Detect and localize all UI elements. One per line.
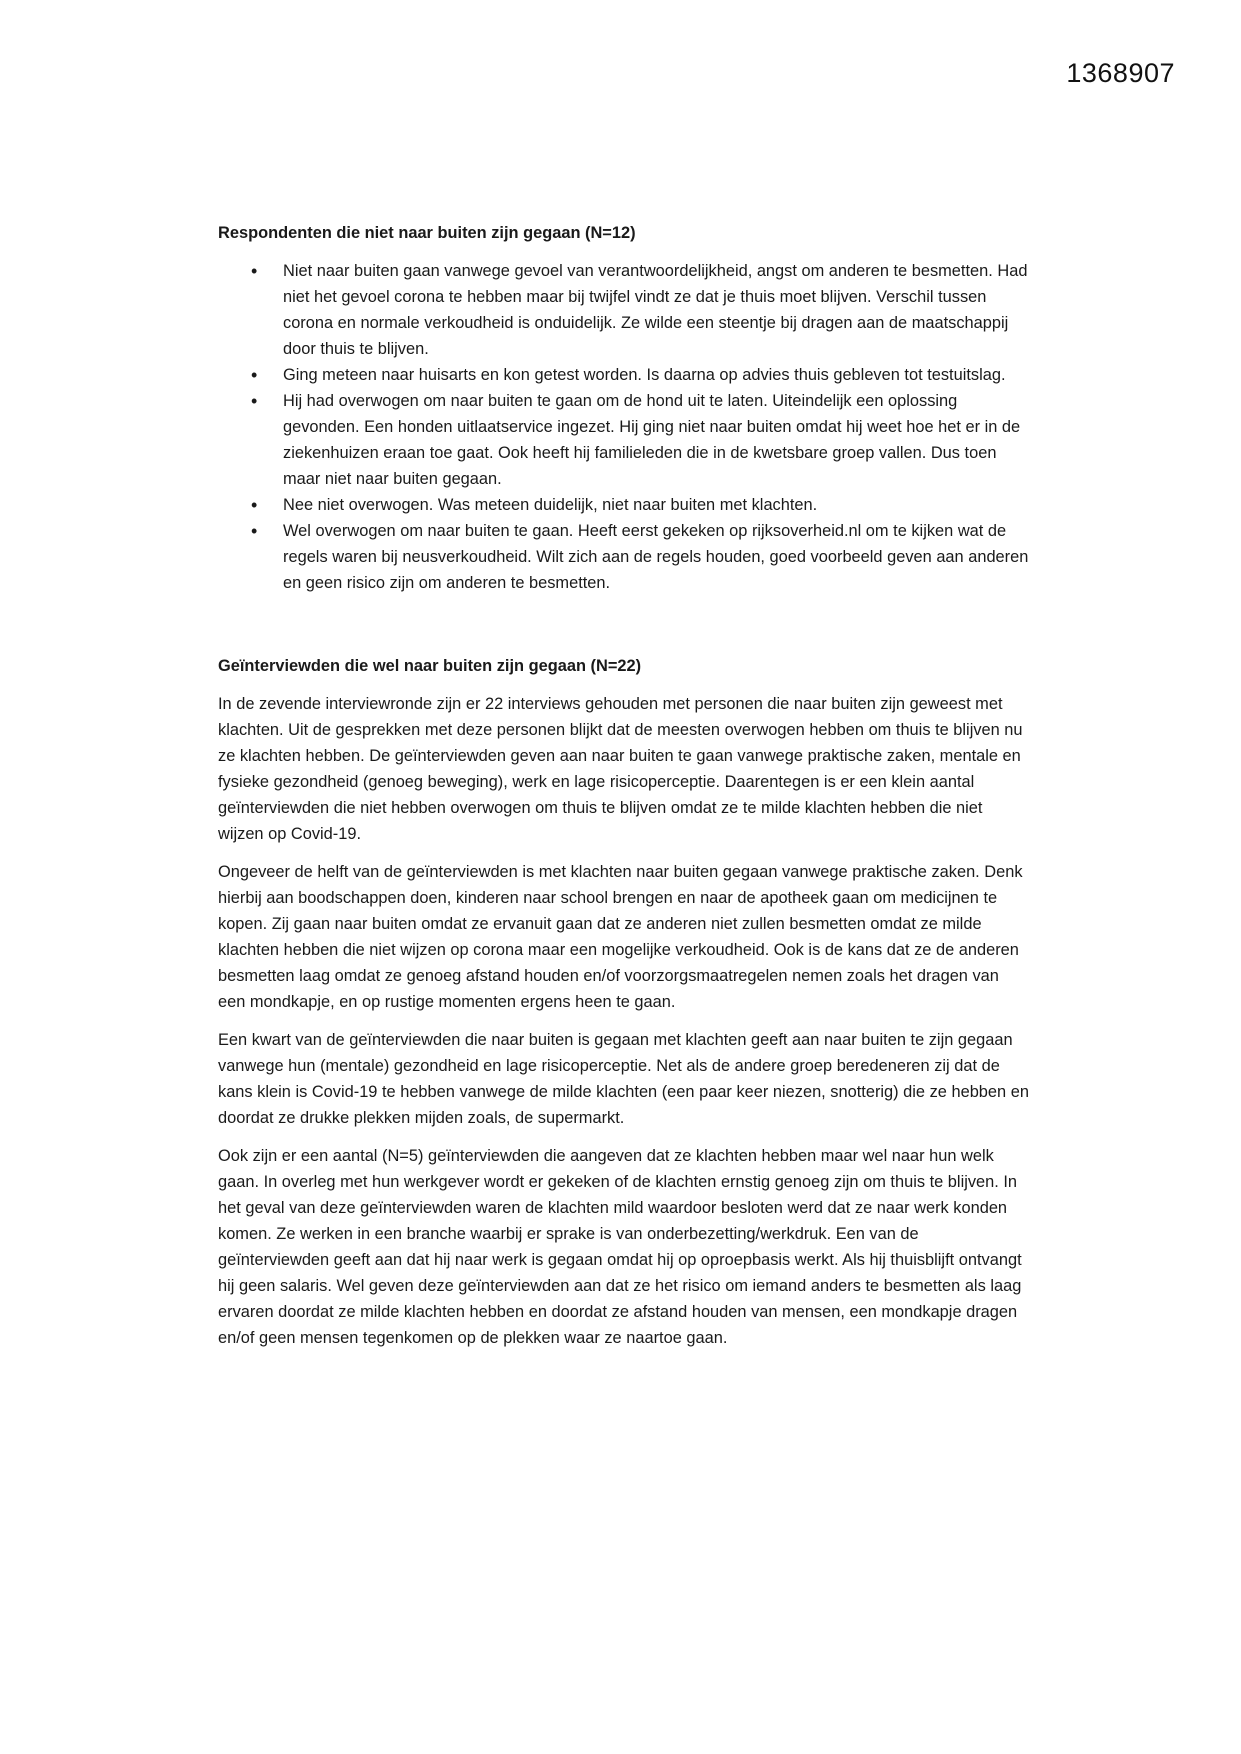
list-item: • Niet naar buiten gaan vanwege gevoel van verantwoordelijkheid, angst om anderen te besmetten. Had niet het gevoel corona te hebben maar bij twijfel vindt ze dat je thuis moet blijven. Verschil tussen corona en normale verkoudheid is onduidelijk. Ze wilde een steentje bij dragen aan de maatschappij door thuis te blijven. [218,258,1030,362]
section-interviewees-went-outside [218,653,1030,1351]
list-item: • Hij had overwogen om naar buiten te gaan om de hond uit te laten. Uiteindelijk een oplossing gevonden. Een honden uitlaatservice ingezet. Hij ging niet naar buiten omdat hij weet hoe het er in de ziekenhuizen eraan toe gaat. Ook heeft hij familieleden die in de kwetsbare groep vallen. Dus toen maar niet naar buiten gegaan. [218,388,1030,492]
paragraph: Ongeveer de helft van de geïnterviewden is met klachten naar buiten gegaan vanwege praktische zaken. Denk hierbij aan boodschappen doen, kinderen naar school brengen en naar de apotheek gaan om medicijnen te kopen. Zij gaan naar buiten omdat ze ervanuit gaan dat ze anderen niet zullen besmetten omdat ze milde klachten hebben die niet wijzen op corona maar een mogelijke verkoudheid. Ook is de kans dat ze de anderen besmetten laag omdat ze genoeg afstand houden en/of voorzorgsmaatregelen nemen zoals het dragen van een mondkapje, en op rustige momenten ergens heen te gaan. [218,863,1023,1011]
bullet-list [218,258,1030,596]
paragraph: Ook zijn er een aantal (N=5) geïnterviewden die aangeven dat ze klachten hebben maar wel naar hun welk gaan. In overleg met hun werkgever wordt er gekeken of de klachten ernstig genoeg zijn om thuis te blijven. In het geval van deze geïnterviewden waren de klachten mild waardoor besloten werd dat ze naar werk konden komen. Ze werken in een branche waarbij er sprake is van onderbezetting/werkdruk. Een van de geïnterviewden geeft aan dat hij naar werk is gegaan omdat hij op oproepbasis werkt. Als hij thuisblijft ontvangt hij geen salaris. Wel geven deze geïnterviewden aan dat ze het risico om iemand anders te besmetten als laag ervaren doordat ze milde klachten hebben en doordat ze afstand houden van mensen, een mondkapje dragen en/of geen mensen tegenkomen op de plekken waar ze naartoe gaan. [218,1147,1022,1347]
document-body [218,220,1030,1363]
paragraph: In de zevende interviewronde zijn er 22 interviews gehouden met personen die naar buiten zijn geweest met klachten. Uit de gesprekken met deze personen blijkt dat de meesten overwogen hebben om thuis te blijven nu ze klachten hebben. De geïnterviewden geven aan naar buiten te gaan vanwege praktische zaken, mentale en fysieke gezondheid (genoeg beweging), werk en lage risicoperceptie. Daarentegen is er een klein aantal geïnterviewden die niet hebben overwogen om thuis te blijven omdat ze te milde klachten hebben die niet wijzen op Covid-19. [218,695,1023,843]
section-respondents-stayed-home [218,220,1030,596]
paragraph: Een kwart van de geïnterviewden die naar buiten is gegaan met klachten geeft aan naar buiten te zijn gegaan vanwege hun (mentale) gezondheid en lage risicoperceptie. Net als de andere groep beredeneren zij dat de kans klein is Covid-19 te hebben vanwege de milde klachten (een paar keer niezen, snotterig) die ze hebben en doordat ze drukke plekken mijden zoals, de supermarkt. [218,1031,1029,1127]
document-number: 1368907 [1066,58,1175,88]
list-item: • Nee niet overwogen. Was meteen duidelijk, niet naar buiten met klachten. [218,492,1030,518]
section-heading: Geïnterviewden die wel naar buiten zijn gegaan (N=22) [218,657,642,675]
list-item: • Wel overwogen om naar buiten te gaan. Heeft eerst gekeken op rijksoverheid.nl om te kijken wat de regels waren bij neusverkoudheid. Wilt zich aan de regels houden, goed voorbeeld geven aan anderen en geen risico zijn om anderen te besmetten. [218,518,1030,596]
list-item: • Ging meteen naar huisarts en kon getest worden. Is daarna op advies thuis gebleven tot testuitslag. [218,362,1030,388]
section-heading: Respondenten die niet naar buiten zijn gegaan (N=12) [218,224,636,242]
